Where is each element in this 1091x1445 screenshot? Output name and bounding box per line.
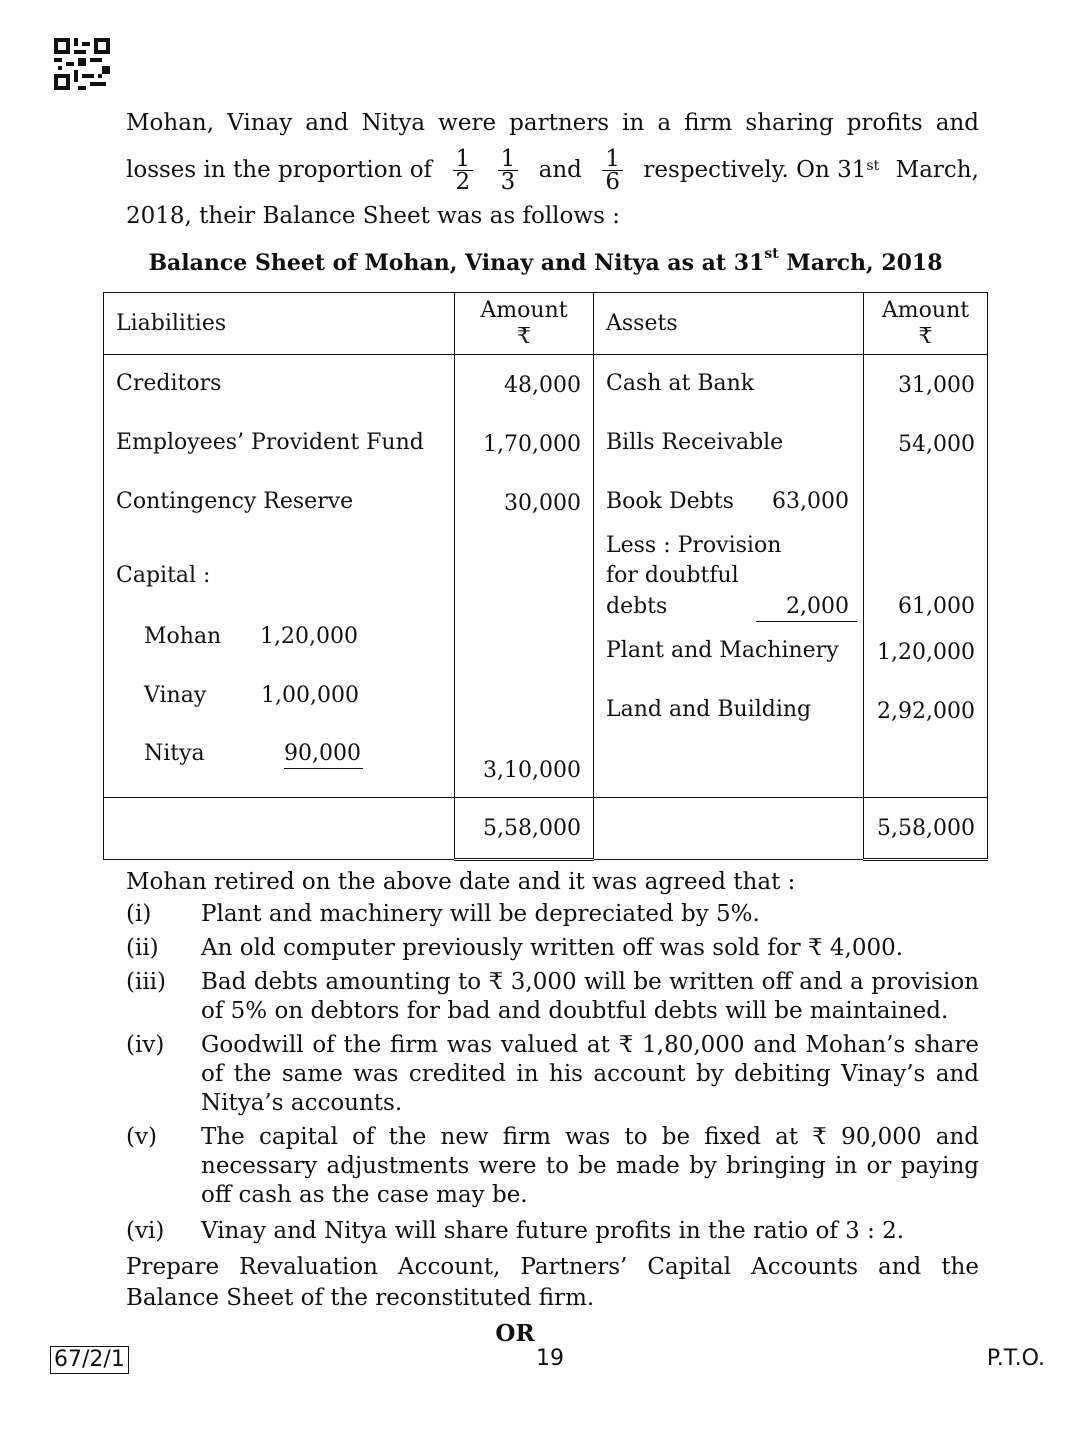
- header-liabilities: Liabilities: [104, 293, 455, 355]
- total-blank-right: [594, 798, 864, 860]
- and-word: and: [538, 156, 582, 183]
- table-body-row: [104, 355, 988, 798]
- liabilities-amount-column: [455, 355, 594, 798]
- land-amount: 2,92,000: [877, 699, 975, 724]
- question-block: [126, 868, 979, 1314]
- assets-column: [594, 355, 864, 798]
- list-item: (iii) Bad debts amounting to ₹ 3,000 will be written off and a provision of 5% on debtors for bad and doubtful debts will be maintained.: [126, 969, 979, 1024]
- provision-line-3: debts: [606, 594, 668, 619]
- fraction-sixth: $\frac{1}{6}$: [602, 148, 623, 193]
- assets-amount-column: [864, 355, 988, 798]
- pto-label: P.T.O.: [986, 1346, 1045, 1371]
- paper-code: 67/2/1: [50, 1346, 129, 1374]
- nitya-amount: 90,000: [284, 741, 363, 769]
- book-debts-inner: 63,000: [772, 489, 849, 514]
- cash-label: Cash at Bank: [606, 371, 755, 396]
- provision-line-1: Less : Provision: [606, 533, 782, 558]
- header-amount-assets: Amount ₹: [864, 293, 988, 355]
- creditors-label: Creditors: [116, 371, 222, 396]
- bills-label: Bills Receivable: [606, 430, 784, 455]
- balance-sheet-title: Balance Sheet of Mohan, Vinay and Nitya as at 31st March, 2018: [148, 246, 943, 276]
- total-liabilities: 5,58,000: [455, 798, 594, 860]
- question-lead: Mohan retired on the above date and it was agreed that :: [126, 869, 796, 895]
- mohan-label: Mohan: [144, 624, 222, 649]
- cash-amount: 31,000: [898, 373, 975, 398]
- creditors-amount: 48,000: [504, 373, 581, 398]
- fraction-third: $\frac{1}{3}$: [498, 148, 519, 193]
- intro-line-2-post: respectively. On 31st: [643, 156, 880, 183]
- capital-total: 3,10,000: [483, 758, 581, 783]
- page-number: 19: [536, 1346, 564, 1371]
- mohan-amount: 1,20,000: [260, 624, 358, 649]
- list-item: (v) The capital of the new firm was to be fixed at ₹ 90,000 and necessary adjustments were to be made by bringing in or paying off cash as the case may be.: [126, 1124, 979, 1208]
- list-item: (i) Plant and machinery will be depreciated by 5%.: [126, 901, 760, 927]
- header-assets: Assets: [594, 293, 864, 355]
- epf-amount: 1,70,000: [483, 432, 581, 457]
- total-assets: 5,58,000: [864, 798, 988, 860]
- or-separator: OR: [495, 1320, 535, 1347]
- total-blank-left: [104, 798, 455, 860]
- plant-label: Plant and Machinery: [606, 638, 839, 663]
- header-amount-liabilities: Amount ₹: [455, 293, 594, 355]
- list-item: (vi) Vinay and Nitya will share future profits in the ratio of 3 : 2.: [126, 1218, 905, 1244]
- liabilities-column: [104, 355, 455, 798]
- instruction: Prepare Revaluation Account, Partners’ Capital Accounts and the Balance Sheet of the reconstituted firm.: [126, 1254, 979, 1311]
- intro-line-3: 2018, their Balance Sheet was as follows :: [126, 203, 620, 229]
- table-total-row: [104, 798, 988, 860]
- provision-line-2: for doubtful: [606, 563, 739, 588]
- balance-sheet-table: [103, 292, 988, 861]
- bills-amount: 54,000: [898, 432, 975, 457]
- land-label: Land and Building: [606, 697, 812, 722]
- book-debts-label: Book Debts: [606, 489, 734, 514]
- intro-paragraph: [126, 101, 979, 239]
- reserve-label: Contingency Reserve: [116, 489, 354, 514]
- nitya-label: Nitya: [144, 741, 205, 766]
- table-header-row: [104, 293, 988, 355]
- reserve-amount: 30,000: [504, 491, 581, 516]
- capital-label: Capital :: [116, 563, 211, 588]
- vinay-amount: 1,00,000: [261, 683, 359, 708]
- qr-code-icon: [54, 38, 110, 90]
- net-debts-amount: 61,000: [898, 594, 975, 619]
- intro-line-1: Mohan, Vinay and Nitya were partners in a firm sharing profits and: [126, 110, 979, 136]
- plant-amount: 1,20,000: [877, 640, 975, 665]
- list-item: (ii) An old computer previously written off was sold for ₹ 4,000.: [126, 935, 904, 961]
- provision-amount: 2,000: [756, 594, 857, 622]
- intro-line-2: [126, 146, 979, 194]
- epf-label: Employees’ Provident Fund: [116, 430, 424, 455]
- list-item: (iv) Goodwill of the firm was valued at ₹ 1,80,000 and Mohan’s share of the same was credited in his account by debiting Vinay’s and Nitya’s accounts.: [126, 1032, 979, 1116]
- fraction-half: $\frac{1}{2}$: [453, 148, 474, 193]
- intro-line-2-pre: losses in the proportion of: [126, 156, 433, 183]
- vinay-label: Vinay: [144, 683, 207, 708]
- intro-line-2-end: March,: [895, 156, 979, 183]
